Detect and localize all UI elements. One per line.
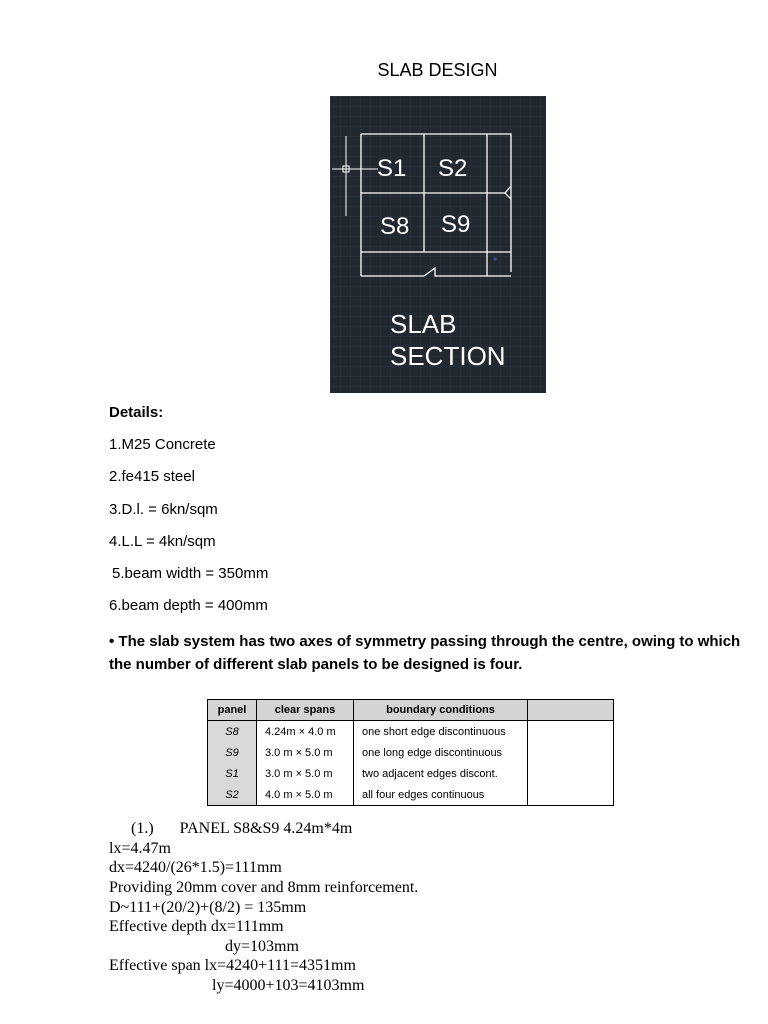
calc-line-lx: lx=4.47m	[109, 840, 171, 857]
calc-line-cover: Providing 20mm cover and 8mm reinforcement.	[109, 879, 419, 896]
cell-blank	[528, 721, 614, 743]
table-row	[208, 742, 614, 763]
cell-spans: 3.0 m × 5.0 m	[257, 742, 354, 763]
panel-table	[207, 699, 614, 806]
detail-beam-width: 5.beam width = 350mm	[112, 565, 269, 582]
detail-beam-depth: 6.beam depth = 400mm	[109, 597, 268, 614]
symmetry-note: • The slab system has two axes of symmetry passing through the centre, owing to which the number of different slab panels to be designed is four.	[109, 633, 741, 673]
table-header-row	[208, 700, 614, 721]
page-title: SLAB DESIGN	[377, 60, 498, 80]
cell-spans: 4.0 m × 5.0 m	[257, 784, 354, 806]
header-clear-spans: clear spans	[257, 700, 354, 721]
cell-conditions: all four edges continuous	[354, 784, 528, 806]
table-row	[208, 721, 614, 743]
panel-label-s8: S8	[380, 213, 410, 240]
cell-blank	[528, 784, 614, 806]
panel-label-s1: S1	[377, 155, 407, 182]
cell-conditions: one long edge discontinuous	[354, 742, 528, 763]
calculation-heading-number: (1.)	[131, 820, 154, 837]
calc-line-span-ly: ly=4000+103=4103mm	[212, 977, 365, 994]
header-panel: panel	[208, 700, 257, 721]
detail-concrete: 1.M25 Concrete	[109, 436, 216, 453]
panel-label-s9: S9	[441, 211, 471, 238]
cell-panel: S2	[208, 784, 257, 806]
calculation-heading-text: PANEL S8&S9 4.24m*4m	[179, 820, 353, 837]
calc-line-span-lx: Effective span lx=4240+111=4351mm	[109, 957, 356, 974]
calc-line-total-depth: D~111+(20/2)+(8/2) = 135mm	[109, 899, 307, 916]
cell-panel: S1	[208, 763, 257, 784]
cell-conditions: one short edge discontinuous	[354, 721, 528, 743]
panel-label-s2: S2	[438, 155, 468, 182]
cell-spans: 3.0 m × 5.0 m	[257, 763, 354, 784]
header-boundary-conditions: boundary conditions	[354, 700, 528, 721]
calculation-heading	[131, 820, 352, 838]
detail-dead-load: 3.D.l. = 6kn/sqm	[109, 501, 218, 518]
detail-steel: 2.fe415 steel	[109, 468, 195, 485]
calc-line-effective-dy: dy=103mm	[225, 938, 299, 955]
cell-conditions: two adjacent edges discont.	[354, 763, 528, 784]
cell-blank	[528, 742, 614, 763]
calc-line-dx: dx=4240/(26*1.5)=111mm	[109, 859, 282, 876]
cell-blank	[528, 763, 614, 784]
cell-spans: 4.24m × 4.0 m	[257, 721, 354, 743]
header-blank	[528, 700, 614, 721]
table-row	[208, 763, 614, 784]
table-row	[208, 784, 614, 806]
calc-line-effective-dx: Effective depth dx=111mm	[109, 918, 284, 935]
cell-panel: S8	[208, 721, 257, 743]
slab-section-drawing	[330, 96, 546, 393]
cell-panel: S9	[208, 742, 257, 763]
detail-live-load: 4.L.L = 4kn/sqm	[109, 533, 216, 550]
drawing-caption-line2: SECTION	[390, 341, 506, 371]
details-heading: Details:	[109, 404, 164, 421]
drawing-caption-line1: SLAB	[390, 309, 457, 339]
